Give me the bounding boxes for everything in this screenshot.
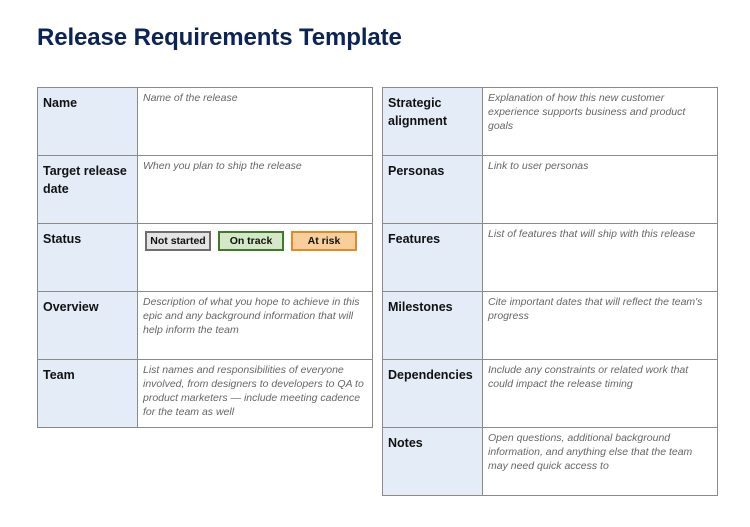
row-label: Notes xyxy=(388,436,423,450)
table-row-dependencies xyxy=(383,360,718,428)
label-cell xyxy=(383,292,483,360)
value-cell xyxy=(138,224,373,292)
table-row-name xyxy=(38,88,373,156)
label-cell xyxy=(383,156,483,224)
value-cell[interactable] xyxy=(483,360,718,428)
label-cell xyxy=(38,292,138,360)
label-cell xyxy=(38,360,138,428)
status-badge-not-started[interactable]: Not started xyxy=(145,231,211,251)
row-description: Description of what you hope to achieve in this epic and any background information that will help inform the team xyxy=(143,296,360,336)
table-row-strategic-alignment xyxy=(383,88,718,156)
table-row-features xyxy=(383,224,718,292)
row-label: Status xyxy=(43,232,82,246)
value-cell[interactable] xyxy=(138,88,373,156)
row-label: Overview xyxy=(43,300,99,314)
row-description: Include any constraints or related work that could impact the release timing xyxy=(488,364,689,390)
value-cell[interactable] xyxy=(483,224,718,292)
row-label: Personas xyxy=(388,164,445,178)
row-description: List names and responsibilities of everyone involved, from designers to developers to QA to product marketers — include meeting cadence for the team as well xyxy=(143,364,364,418)
row-label: Dependencies xyxy=(388,368,473,382)
table-row-team xyxy=(38,360,373,428)
value-cell[interactable] xyxy=(483,88,718,156)
release-planning-table xyxy=(382,87,718,496)
label-cell xyxy=(383,224,483,292)
row-label: Name xyxy=(43,96,78,110)
table-row-personas xyxy=(383,156,718,224)
row-label: Strategic alignment xyxy=(388,96,448,128)
table-row-overview xyxy=(38,292,373,360)
value-cell[interactable] xyxy=(483,156,718,224)
status-badge-at-risk[interactable]: At risk xyxy=(291,231,357,251)
row-description: Open questions, additional background information, and anything else that the team may need quick access to xyxy=(488,432,693,472)
row-label: Target release date xyxy=(43,164,127,196)
release-details-table xyxy=(37,87,373,428)
row-label: Features xyxy=(388,232,441,246)
row-description: Cite important dates that will reflect the team's progress xyxy=(488,296,703,322)
label-cell xyxy=(38,88,138,156)
table-row-milestones xyxy=(383,292,718,360)
label-cell xyxy=(383,88,483,156)
label-cell xyxy=(383,360,483,428)
value-cell[interactable] xyxy=(138,360,373,428)
row-label: Milestones xyxy=(388,300,453,314)
value-cell[interactable] xyxy=(483,428,718,496)
status-badges xyxy=(138,224,372,251)
row-description: Name of the release xyxy=(143,92,238,104)
table-row-target-release-date xyxy=(38,156,373,224)
label-cell xyxy=(38,224,138,292)
table-row-status xyxy=(38,224,373,292)
row-description: When you plan to ship the release xyxy=(143,160,302,172)
value-cell[interactable] xyxy=(483,292,718,360)
row-label: Team xyxy=(43,368,75,382)
status-badge-on-track[interactable]: On track xyxy=(218,231,284,251)
row-description: Explanation of how this new customer experience supports business and product goals xyxy=(488,92,686,132)
label-cell xyxy=(38,156,138,224)
value-cell[interactable] xyxy=(138,292,373,360)
value-cell[interactable] xyxy=(138,156,373,224)
row-description: List of features that will ship with this release xyxy=(488,228,696,240)
page-title: Release Requirements Template xyxy=(37,24,402,51)
row-description: Link to user personas xyxy=(488,160,589,172)
table-row-notes xyxy=(383,428,718,496)
label-cell xyxy=(383,428,483,496)
